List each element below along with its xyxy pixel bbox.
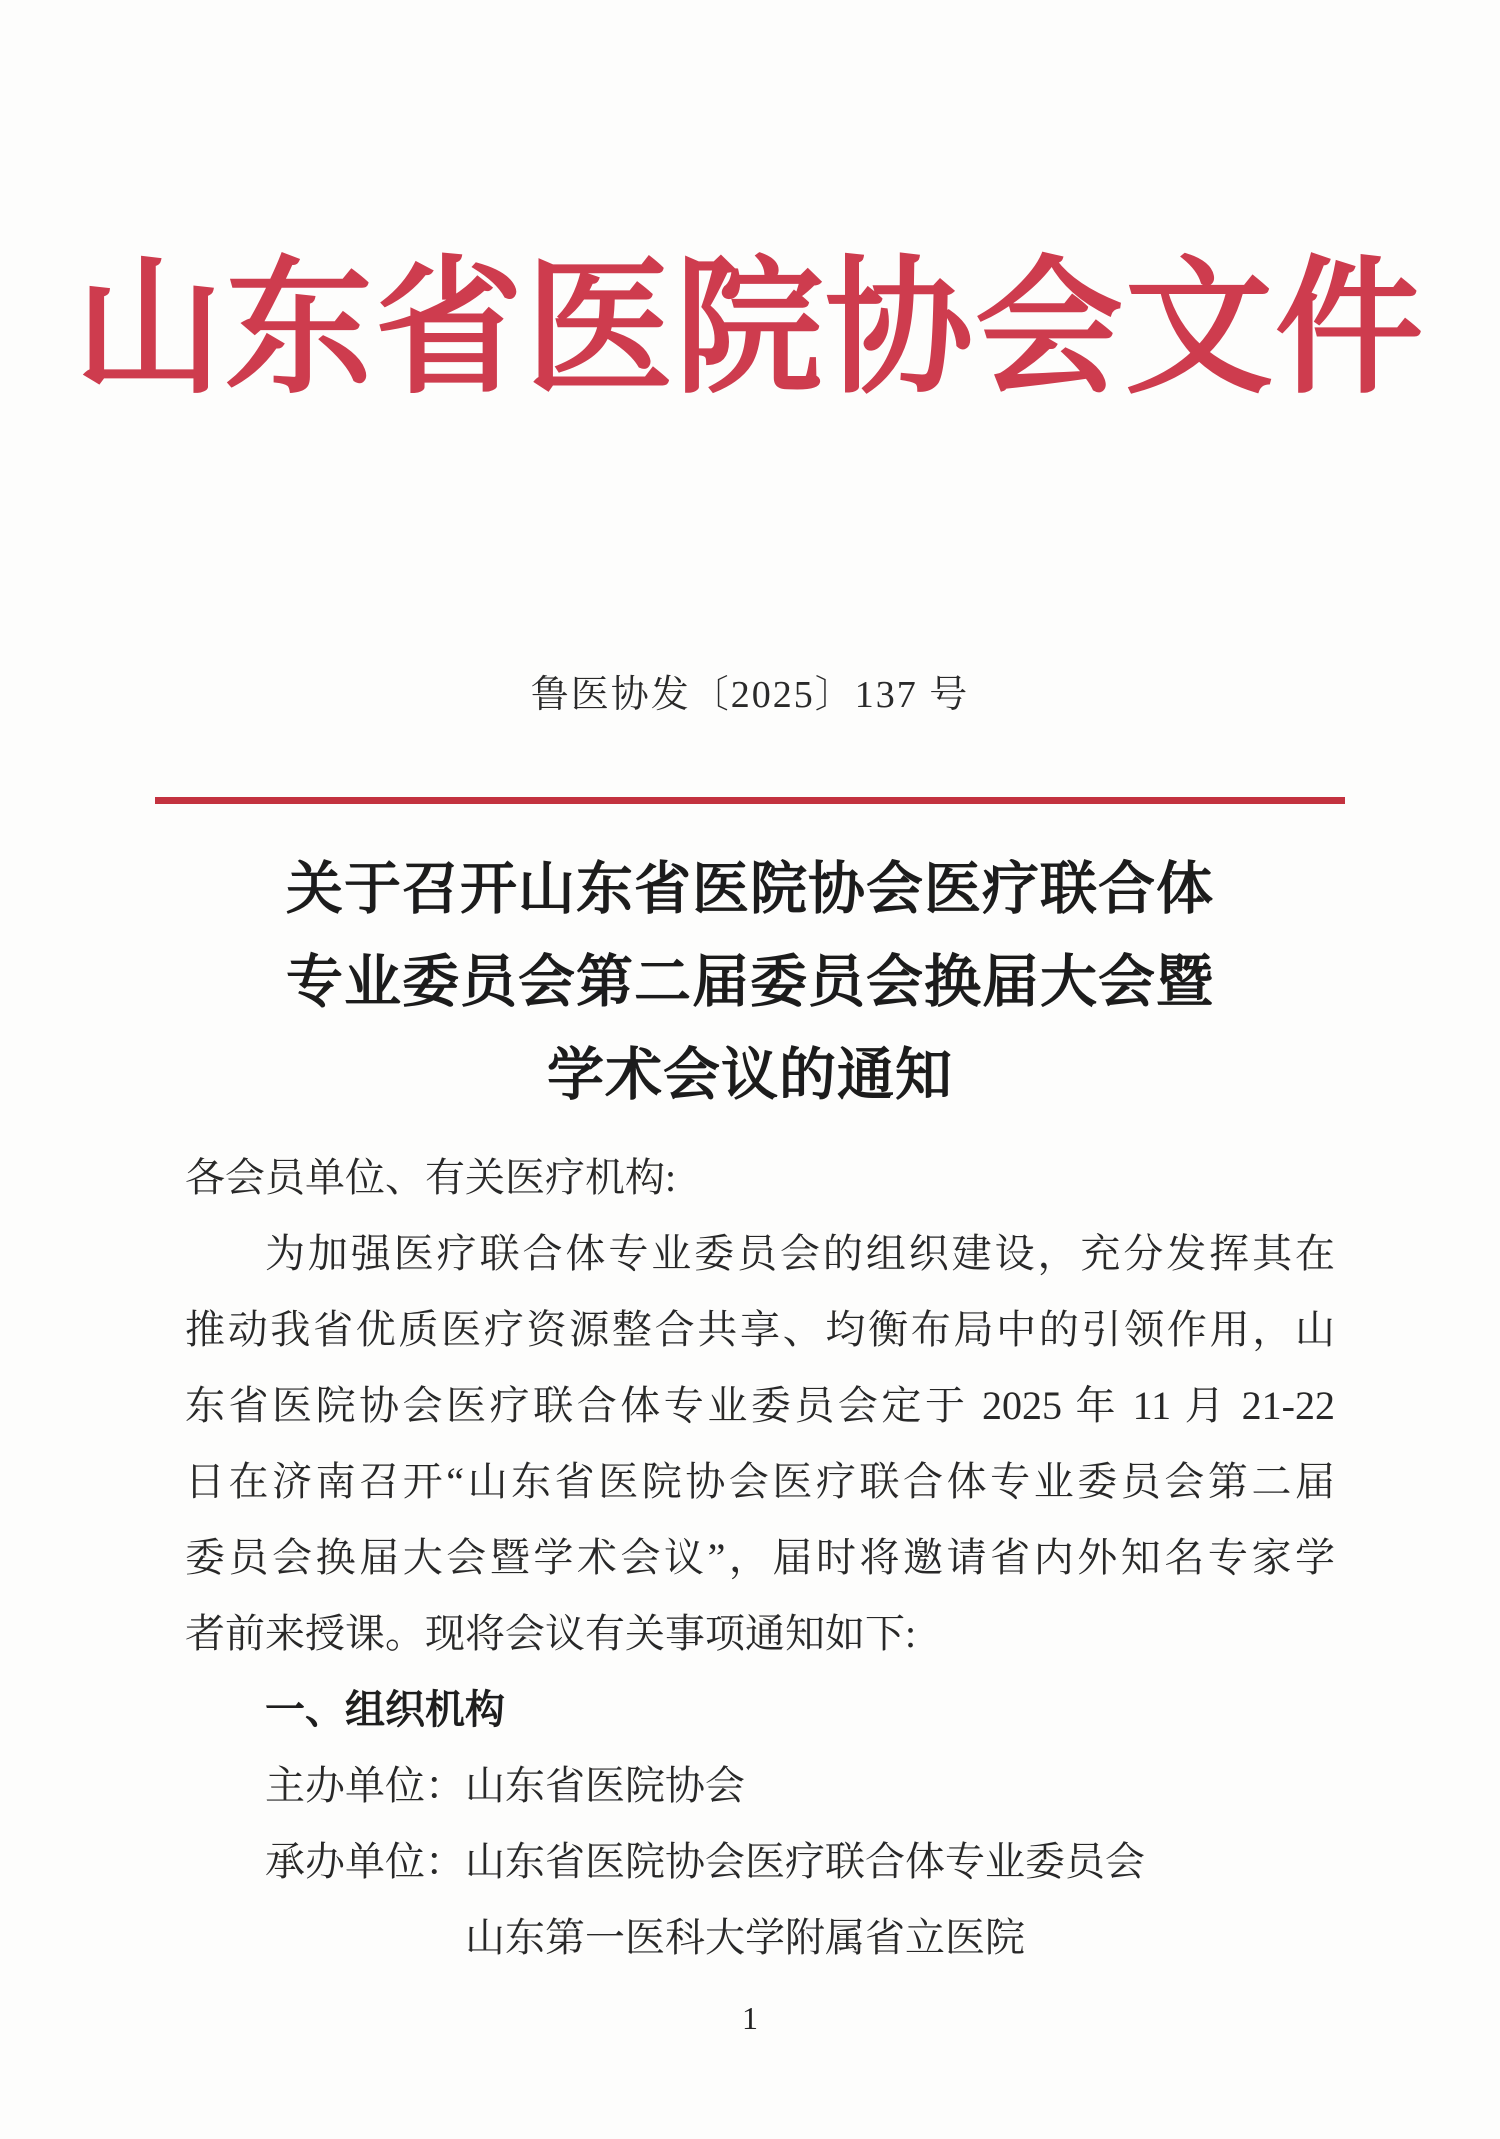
salutation: 各会员单位、有关医疗机构:: [185, 1155, 677, 1200]
org-banner-title: 山东省医院协会文件: [75, 248, 1425, 412]
section-heading: 一、组织机构: [265, 1688, 505, 1732]
document-body: [185, 1140, 1335, 1976]
red-divider-line: [155, 797, 1345, 804]
paragraph-line-2: 推动我省优质医疗资源整合共享、均衡布局中的引领作用，山: [185, 1307, 1335, 1352]
notice-title-line-3: 学术会议的通知: [547, 1044, 953, 1107]
notice-title-line-1: 关于召开山东省医院协会医疗联合体: [286, 858, 1214, 921]
notice-title: [0, 843, 1500, 1122]
organizer-unit-line: 承办单位：山东省医院协会医疗联合体专业委员会: [265, 1839, 1145, 1884]
paragraph-line-4: 日在济南召开“山东省医院协会医疗联合体专业委员会第二届: [185, 1459, 1335, 1504]
organizer-unit-continuation: 山东第一医科大学附属省立医院: [465, 1915, 1025, 1960]
page-number: 1: [742, 2000, 758, 2036]
document-number: 鲁医协发〔2025〕137 号: [530, 674, 970, 716]
paragraph-line-5: 委员会换届大会暨学术会议”，届时将邀请省内外知名专家学: [185, 1535, 1335, 1580]
paragraph-line-3: 东省医院协会医疗联合体专业委员会定于 2025 年 11 月 21-22: [185, 1383, 1335, 1428]
paragraph-line-6: 者前来授课。现将会议有关事项通知如下:: [185, 1611, 917, 1656]
host-unit-line: 主办单位：山东省医院协会: [265, 1763, 745, 1808]
paragraph-line-1: 为加强医疗联合体专业委员会的组织建设，充分发挥其在: [265, 1231, 1335, 1276]
notice-title-line-2: 专业委员会第二届委员会换届大会暨: [286, 951, 1214, 1014]
